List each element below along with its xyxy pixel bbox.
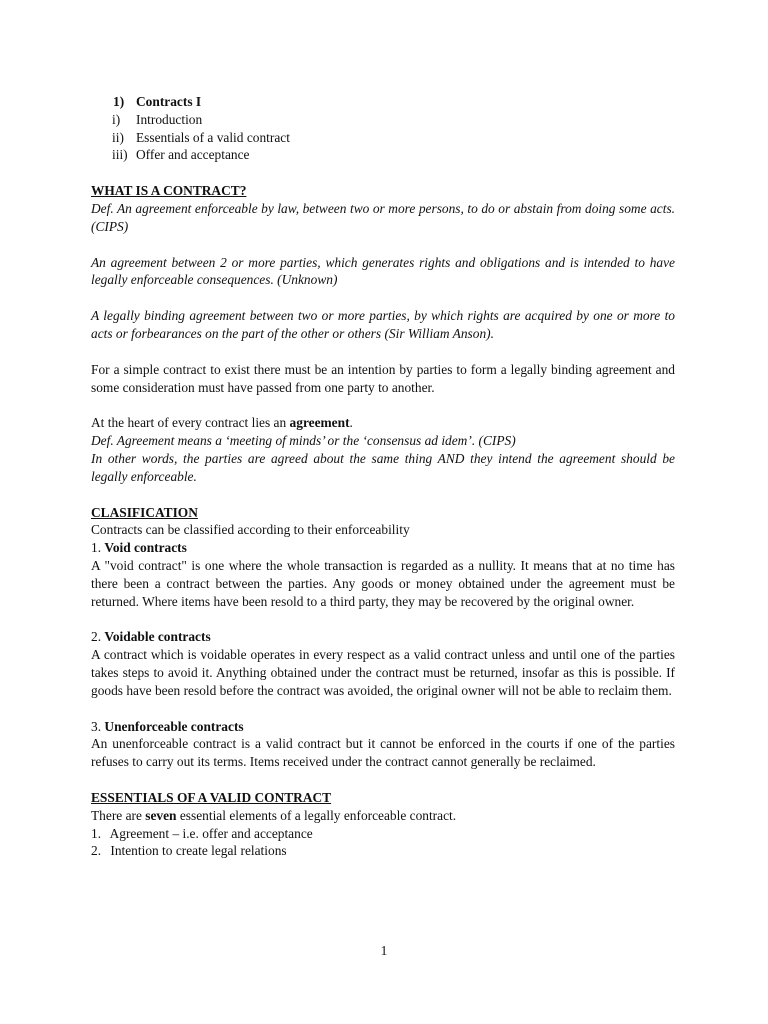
heart-bold-word: agreement <box>289 415 350 431</box>
item-number: 1. <box>91 540 102 556</box>
list-item <box>91 825 675 843</box>
toc-main-number: 1) <box>113 94 125 109</box>
toc-sub-number: ii) <box>112 129 124 145</box>
toc-sub-label: Essentials of a valid contract <box>136 129 290 145</box>
item-number: 3. <box>91 718 102 734</box>
toc-sub-item <box>91 129 675 147</box>
page-number: 1 <box>380 943 388 958</box>
toc-main-label: Contracts I <box>136 94 202 109</box>
heart-text: At the heart of every contract lies an <box>91 415 290 431</box>
toc-sub-label: Introduction <box>136 111 203 127</box>
list-item-text: Intention to create legal relations <box>110 843 287 859</box>
classification-intro: Contracts can be classified according to their enforceability <box>91 522 410 538</box>
item-text: A contract which is voidable operates in every respect as a valid contract unless and until one of the parties takes steps to avoid it. Anything obtained under the contract must be returned, insofar as this is possible. If goods have been resold before the contract was avoided, the original owner will not be able to reclaim them. <box>91 647 675 698</box>
heart-text-end: . <box>349 415 353 431</box>
document-body <box>91 93 675 860</box>
toc-sub-label: Offer and acceptance <box>136 147 250 163</box>
classification-item-void <box>91 539 675 610</box>
classification-item-voidable <box>91 628 675 699</box>
in-other-words-paragraph: In other words, the parties are agreed about the same thing AND they intend the agreement should be legally enforceable. <box>91 450 675 484</box>
list-item-text: Agreement – i.e. offer and acceptance <box>109 825 313 841</box>
essentials-intro <box>91 807 675 825</box>
section-heading-what-is-a-contract: WHAT IS A CONTRACT? <box>91 183 247 199</box>
essentials-intro-text: There are <box>91 807 146 823</box>
essentials-intro-bold: seven <box>145 807 177 823</box>
item-text: An unenforceable contract is a valid contract but it cannot be enforced in the courts if one of the parties refuses to carry out its terms. Items received under the contract cannot generally be reclaimed. <box>91 736 675 770</box>
list-item <box>91 842 675 860</box>
list-item-number: 2. <box>91 843 102 859</box>
toc-sub-item <box>91 111 675 129</box>
toc-sub-number: iii) <box>112 147 128 163</box>
list-item-number: 1. <box>91 825 102 841</box>
definition-agreement: Def. Agreement means a ‘meeting of minds’ or the ‘consensus ad idem’. (CIPS) <box>91 433 516 449</box>
item-title: Unenforceable contracts <box>104 718 244 734</box>
classification-item-unenforceable <box>91 718 675 771</box>
essentials-list <box>91 825 675 861</box>
toc-main-item <box>91 93 675 111</box>
section-heading-essentials: ESSENTIALS OF A VALID CONTRACT <box>91 789 332 805</box>
essentials-intro-text-end: essential elements of a legally enforceable contract. <box>176 807 457 823</box>
simple-contract-paragraph: For a simple contract to exist there must be an intention by parties to form a legally binding agreement and some consideration must have passed from one party to another. <box>91 361 675 395</box>
item-text: A "void contract" is one where the whole transaction is regarded as a nullity. It means that at no time has there been a contract between the parties. Any goods or money obtained under the agreement must be returned. Where items have been resold to a third party, they may be recovered by the original owner. <box>91 557 675 609</box>
item-title: Voidable contracts <box>104 629 211 645</box>
item-number: 2. <box>91 629 102 645</box>
toc-sub-item <box>91 146 675 164</box>
definition-unknown: An agreement between 2 or more parties, which generates rights and obligations and is intended to have legally enforceable consequences. (Unknown) <box>91 254 675 288</box>
table-of-contents <box>91 93 675 164</box>
definition-anson: A legally binding agreement between two or more parties, by which rights are acquired by one or more to acts or forbearances on the part of the other or others (Sir William Anson). <box>91 308 675 341</box>
definition-cips: Def. An agreement enforceable by law, between two or more persons, to do or abstain from doing some acts. (CIPS) <box>91 200 675 234</box>
section-heading-classification: CLASIFICATION <box>91 504 198 520</box>
item-title: Void contracts <box>104 540 187 556</box>
heart-of-contract-line <box>91 414 675 432</box>
toc-sub-number: i) <box>112 111 121 127</box>
